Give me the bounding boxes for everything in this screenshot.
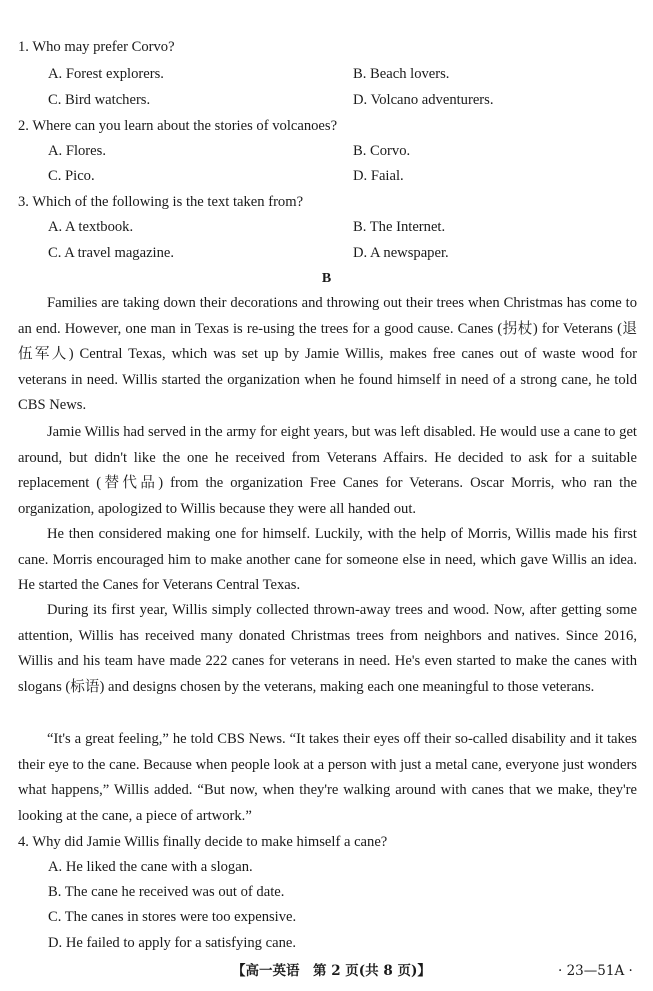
question-4-option-a: A. He liked the cane with a slogan. bbox=[48, 859, 253, 875]
passage-paragraph-5: “It's a great feeling,” he told CBS News. “It takes their eyes off their so-called disability and it takes their eye to the cane. Because when people look at a person with just a metal cane, everyone just wonders what happens,” Willis added. “But now, when they're walking around with canes that we make, they're looking at the cane, a piece of artwork.” bbox=[18, 731, 637, 824]
footer-page-info: 【高一英语 第 2 页(共 8 页)】 bbox=[232, 963, 431, 979]
question-2-stem: 2. Where can you learn about the stories of volcanoes? bbox=[18, 118, 338, 134]
question-1-option-c: C. Bird watchers. bbox=[48, 92, 151, 108]
question-1-option-d: D. Volcano adventurers. bbox=[353, 92, 494, 108]
question-3-stem: 3. Which of the following is the text taken from? bbox=[18, 194, 304, 210]
question-3-option-d: D. A newspaper. bbox=[353, 245, 449, 261]
passage-paragraph-1: Families are taking down their decorations and throwing out their trees when Christmas has come to an end. However, one man in Texas is re-using the trees for a good cause. Canes (拐杖) for Veterans (退伍军人) Central Texas, which was set up by Jamie Willis, makes free canes out of waste wood for veterans in need. Willis started the organization when he found himself in need of a strong cane, he told CBS News. bbox=[18, 295, 637, 414]
question-4-stem: 4. Why did Jamie Willis finally decide to make himself a cane? bbox=[18, 834, 388, 850]
question-2-option-b: B. Corvo. bbox=[353, 143, 411, 159]
question-3-option-b: B. The Internet. bbox=[353, 219, 446, 235]
question-2-option-c: C. Pico. bbox=[48, 168, 95, 184]
passage-paragraph-2: Jamie Willis had served in the army for eight years, but was left disabled. He would use a cane to get around, but didn't like the one he received from Veterans Affairs. He decided to ask for a suitable replacement (替代品) from the organization Free Canes for Veterans. Oscar Morris, who ran the organization, apologized to Willis because they were all handed out. bbox=[18, 424, 637, 517]
question-1-option-b: B. Beach lovers. bbox=[353, 66, 450, 82]
question-3-option-c: C. A travel magazine. bbox=[48, 245, 175, 261]
question-2-option-a: A. Flores. bbox=[48, 143, 106, 159]
question-1-option-a: A. Forest explorers. bbox=[48, 66, 164, 82]
question-4-option-b: B. The cane he received was out of date. bbox=[48, 884, 285, 900]
footer-exam-code: · 23—51A · bbox=[558, 963, 633, 979]
passage-paragraph-3: He then considered making one for himself. Luckily, with the help of Morris, Willis made his first cane. Morris encouraged him to make another cane for someone else in need, which gave Willis an idea. He started the Canes for Veterans Central Texas. bbox=[18, 526, 637, 594]
question-1-stem: 1. Who may prefer Corvo? bbox=[18, 39, 175, 55]
question-4-option-d: D. He failed to apply for a satisfying cane. bbox=[48, 935, 297, 951]
passage-paragraph-4: During its first year, Willis simply collected thrown-away trees and wood. Now, after getting some attention, Willis has received many donated Christmas trees from neighbors and natives. Since 2016, Willis and his team have made 222 canes for veterans in need. He's even started to make the canes with slogans (标语) and designs chosen by the veterans, making each one meaningful to those veterans. bbox=[18, 602, 637, 695]
question-2-option-d: D. Faial. bbox=[353, 168, 404, 184]
question-3-option-a: A. A textbook. bbox=[48, 219, 134, 235]
question-4-option-c: C. The canes in stores were too expensive. bbox=[48, 909, 297, 925]
section-heading: B bbox=[321, 271, 332, 286]
